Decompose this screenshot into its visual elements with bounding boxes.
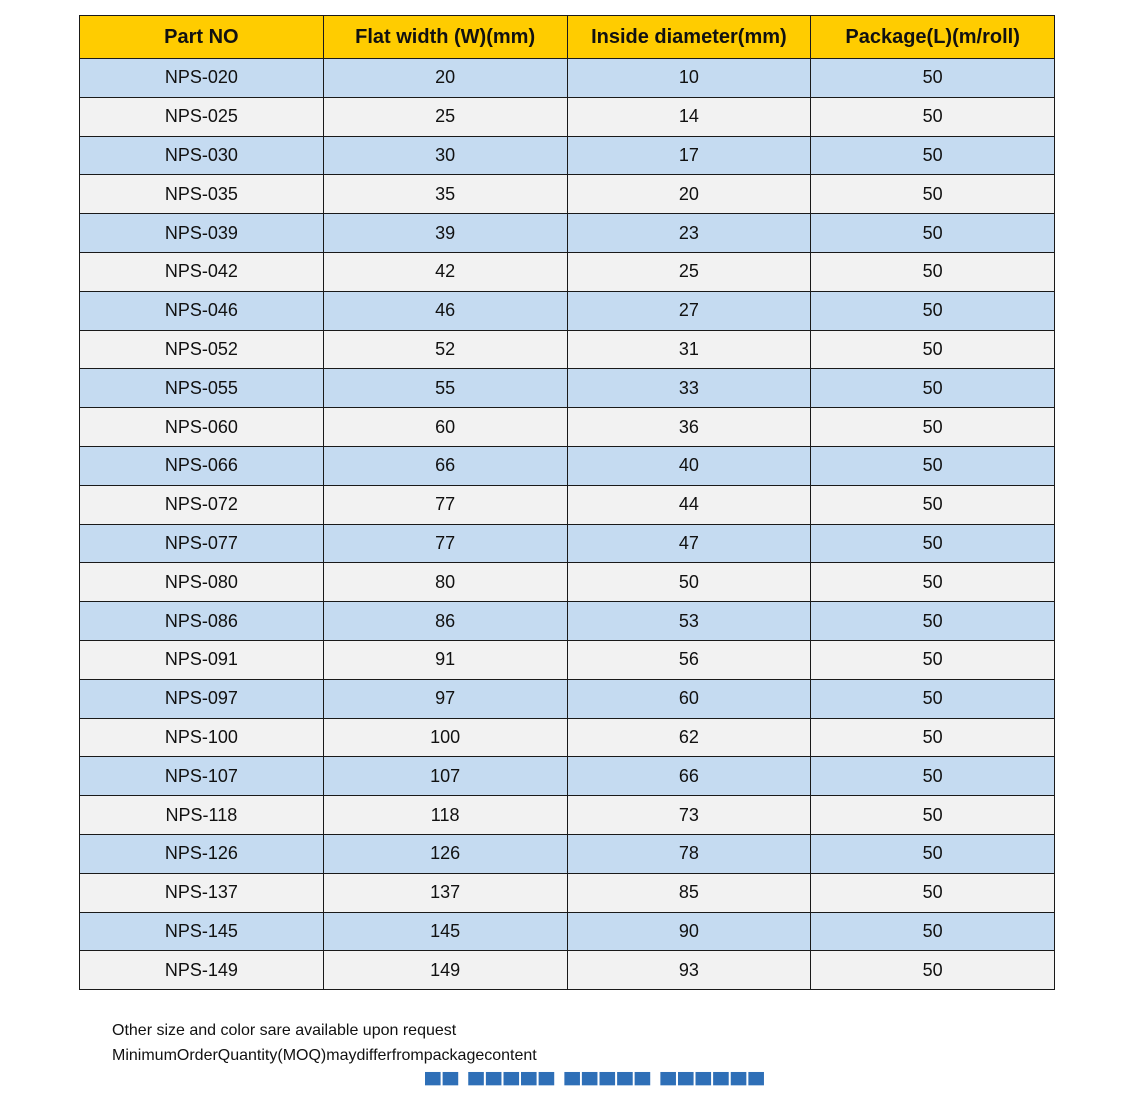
cell-package: 50 [811, 175, 1055, 214]
cell-package: 50 [811, 59, 1055, 98]
header-part-no: Part NO [80, 16, 324, 59]
cell-flat-width: 145 [323, 912, 567, 951]
table-row [80, 214, 1055, 253]
table-row [80, 757, 1055, 796]
cell-flat-width: 42 [323, 252, 567, 291]
table-row [80, 718, 1055, 757]
header-package: Package(L)(m/roll) [811, 16, 1055, 59]
cell-package: 50 [811, 951, 1055, 990]
cell-flat-width: 149 [323, 951, 567, 990]
cell-inside-diameter: 47 [567, 524, 811, 563]
cell-part-no: NPS-035 [80, 175, 324, 214]
table-row [80, 59, 1055, 98]
cell-package: 50 [811, 912, 1055, 951]
cell-flat-width: 30 [323, 136, 567, 175]
cell-part-no: NPS-046 [80, 291, 324, 330]
cell-flat-width: 107 [323, 757, 567, 796]
cell-part-no: NPS-149 [80, 951, 324, 990]
cell-part-no: NPS-020 [80, 59, 324, 98]
cell-inside-diameter: 17 [567, 136, 811, 175]
cell-package: 50 [811, 485, 1055, 524]
cell-package: 50 [811, 252, 1055, 291]
cell-flat-width: 35 [323, 175, 567, 214]
cell-flat-width: 86 [323, 602, 567, 641]
cell-part-no: NPS-025 [80, 97, 324, 136]
cell-inside-diameter: 93 [567, 951, 811, 990]
cell-flat-width: 118 [323, 796, 567, 835]
cell-flat-width: 97 [323, 679, 567, 718]
cell-inside-diameter: 44 [567, 485, 811, 524]
cell-package: 50 [811, 679, 1055, 718]
table-row [80, 602, 1055, 641]
cell-inside-diameter: 56 [567, 640, 811, 679]
cell-inside-diameter: 78 [567, 834, 811, 873]
table-row [80, 291, 1055, 330]
table-row [80, 369, 1055, 408]
cell-flat-width: 60 [323, 408, 567, 447]
cell-package: 50 [811, 563, 1055, 602]
cell-part-no: NPS-080 [80, 563, 324, 602]
cell-package: 50 [811, 640, 1055, 679]
cell-package: 50 [811, 602, 1055, 641]
cell-package: 50 [811, 524, 1055, 563]
cell-package: 50 [811, 214, 1055, 253]
cell-package: 50 [811, 136, 1055, 175]
table-row [80, 485, 1055, 524]
table-row [80, 446, 1055, 485]
cell-part-no: NPS-066 [80, 446, 324, 485]
cell-inside-diameter: 50 [567, 563, 811, 602]
cell-part-no: NPS-030 [80, 136, 324, 175]
cell-part-no: NPS-145 [80, 912, 324, 951]
cell-flat-width: 80 [323, 563, 567, 602]
table-header-row [80, 16, 1055, 59]
cell-package: 50 [811, 834, 1055, 873]
cell-inside-diameter: 20 [567, 175, 811, 214]
cell-part-no: NPS-126 [80, 834, 324, 873]
table-row [80, 175, 1055, 214]
cell-flat-width: 20 [323, 59, 567, 98]
cell-inside-diameter: 66 [567, 757, 811, 796]
cell-package: 50 [811, 718, 1055, 757]
table-row [80, 524, 1055, 563]
table-row [80, 330, 1055, 369]
cell-part-no: NPS-055 [80, 369, 324, 408]
cell-part-no: NPS-042 [80, 252, 324, 291]
table-row [80, 408, 1055, 447]
spec-table [79, 15, 1055, 990]
cell-part-no: NPS-091 [80, 640, 324, 679]
cell-flat-width: 91 [323, 640, 567, 679]
table-row [80, 640, 1055, 679]
header-flat-width: Flat width (W)(mm) [323, 16, 567, 59]
cell-part-no: NPS-107 [80, 757, 324, 796]
cell-part-no: NPS-077 [80, 524, 324, 563]
cell-flat-width: 100 [323, 718, 567, 757]
cell-package: 50 [811, 97, 1055, 136]
cell-package: 50 [811, 446, 1055, 485]
cell-part-no: NPS-052 [80, 330, 324, 369]
table-row [80, 834, 1055, 873]
cell-flat-width: 55 [323, 369, 567, 408]
cell-part-no: NPS-097 [80, 679, 324, 718]
cutoff-section-heading [425, 1072, 795, 1097]
table-row [80, 796, 1055, 835]
cell-inside-diameter: 23 [567, 214, 811, 253]
cell-package: 50 [811, 757, 1055, 796]
cell-package: 50 [811, 369, 1055, 408]
cutoff-heading-glyphs: ▀▀ ▀▀▀▀▀ ▀▀▀▀▀ ▀▀▀▀▀▀ [425, 1072, 766, 1097]
cell-flat-width: 126 [323, 834, 567, 873]
table-row [80, 136, 1055, 175]
cell-inside-diameter: 25 [567, 252, 811, 291]
cell-part-no: NPS-137 [80, 873, 324, 912]
cell-flat-width: 66 [323, 446, 567, 485]
table-header [80, 16, 1055, 59]
header-inside-diameter: Inside diameter(mm) [567, 16, 811, 59]
table-row [80, 912, 1055, 951]
cell-package: 50 [811, 330, 1055, 369]
table-row [80, 563, 1055, 602]
cell-inside-diameter: 60 [567, 679, 811, 718]
cell-inside-diameter: 73 [567, 796, 811, 835]
cell-flat-width: 52 [323, 330, 567, 369]
cell-package: 50 [811, 873, 1055, 912]
cell-flat-width: 25 [323, 97, 567, 136]
cell-inside-diameter: 90 [567, 912, 811, 951]
note-availability: Other size and color sare available upon request [112, 1022, 457, 1039]
cell-part-no: NPS-060 [80, 408, 324, 447]
cell-flat-width: 77 [323, 485, 567, 524]
cell-flat-width: 77 [323, 524, 567, 563]
notes [112, 1018, 537, 1068]
cell-inside-diameter: 85 [567, 873, 811, 912]
table-row [80, 873, 1055, 912]
cell-inside-diameter: 62 [567, 718, 811, 757]
cell-inside-diameter: 31 [567, 330, 811, 369]
cell-part-no: NPS-072 [80, 485, 324, 524]
cell-inside-diameter: 40 [567, 446, 811, 485]
cell-flat-width: 46 [323, 291, 567, 330]
cell-inside-diameter: 27 [567, 291, 811, 330]
cell-inside-diameter: 10 [567, 59, 811, 98]
table-row [80, 97, 1055, 136]
cell-flat-width: 137 [323, 873, 567, 912]
cell-package: 50 [811, 796, 1055, 835]
cell-flat-width: 39 [323, 214, 567, 253]
cell-inside-diameter: 33 [567, 369, 811, 408]
cell-inside-diameter: 53 [567, 602, 811, 641]
cell-part-no: NPS-118 [80, 796, 324, 835]
cell-package: 50 [811, 408, 1055, 447]
table-row [80, 252, 1055, 291]
table-row [80, 679, 1055, 718]
cell-part-no: NPS-086 [80, 602, 324, 641]
table-body [80, 59, 1055, 990]
cell-part-no: NPS-100 [80, 718, 324, 757]
cell-package: 50 [811, 291, 1055, 330]
note-moq: MinimumOrderQuantity(MOQ)maydifferfrompackagecontent [112, 1047, 537, 1064]
cell-inside-diameter: 14 [567, 97, 811, 136]
cell-inside-diameter: 36 [567, 408, 811, 447]
cell-part-no: NPS-039 [80, 214, 324, 253]
table-row [80, 951, 1055, 990]
